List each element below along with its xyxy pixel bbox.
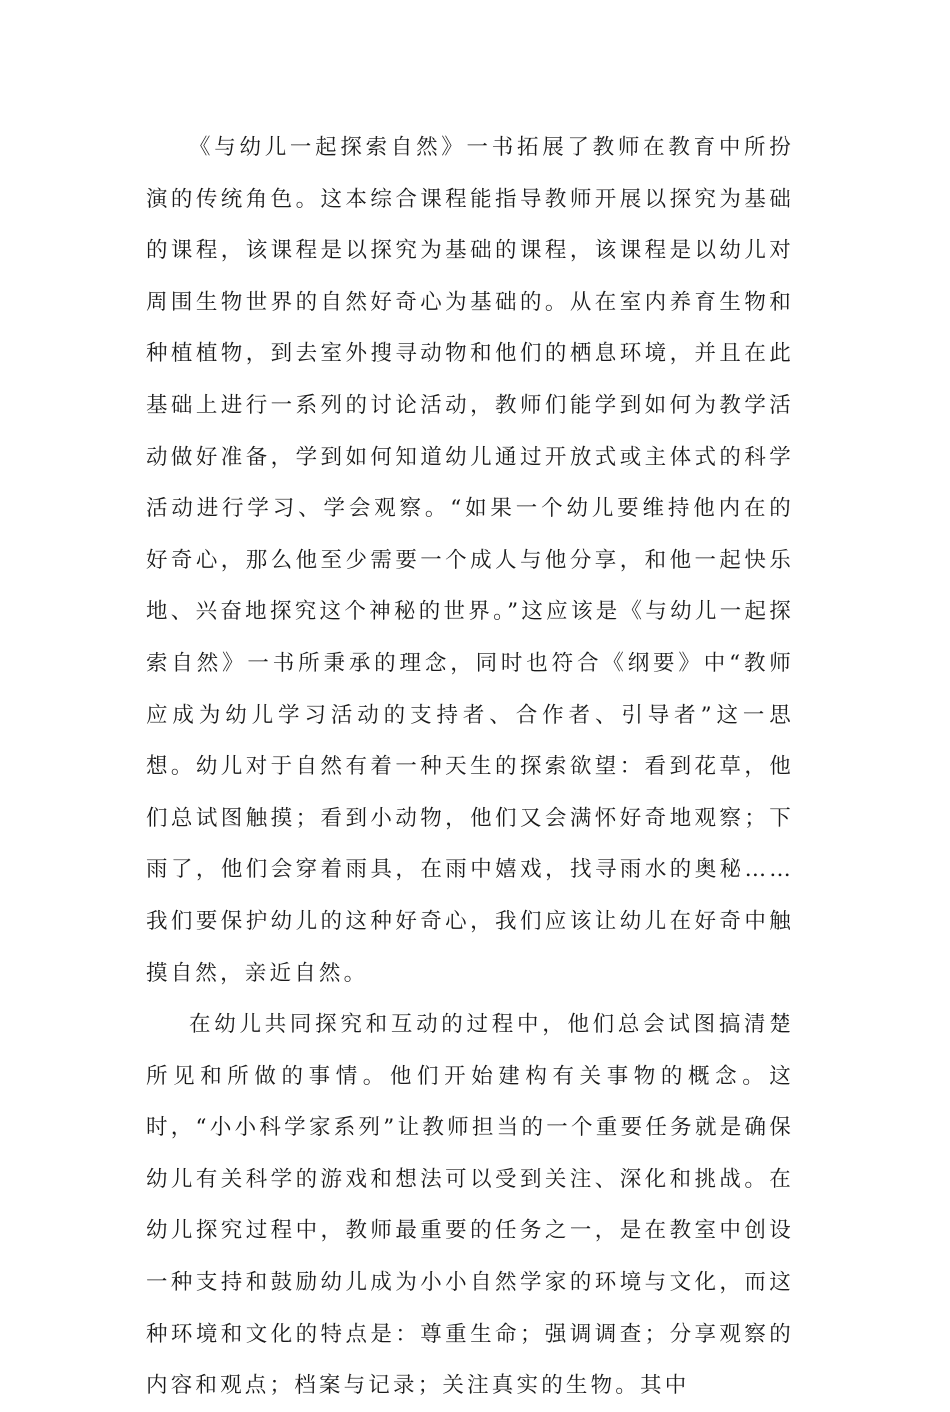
- body-text: [146, 122, 794, 1412]
- paragraph-2: 在幼儿共同探究和互动的过程中，他们总会试图搞清楚所见和所做的事情。他们开始建构有关事物的概念。这时，“小小科学家系列”让教师担当的一个重要任务就是确保幼儿有关科学的游戏和想法可以受到关注、深化和挑战。在幼儿探究过程中，教师最重要的任务之一，是在教室中创设一种支持和鼓励幼儿成为小小自然学家的环境与文化，而这种环境和文化的特点是：尊重生命；强调调查；分享观察的内容和观点；档案与记录；关注真实的生物。其中: [146, 1012, 794, 1399]
- paragraph-1: 《与幼儿一起探索自然》一书拓展了教师在教育中所扮演的传统角色。这本综合课程能指导教师开展以探究为基础的课程，该课程是以探究为基础的课程，该课程是以幼儿对周围生物世界的自然好奇心为基础的。从在室内养育生物和种植植物，到去室外搜寻动物和他们的栖息环境，并且在此基础上进行一系列的讨论活动，教师们能学到如何为教学活动做好准备，学到如何知道幼儿通过开放式或主体式的科学活动进行学习、学会观察。“如果一个幼儿要维持他内在的好奇心，那么他至少需要一个成人与他分享，和他一起快乐地、兴奋地探究这个神秘的世界。”这应该是《与幼儿一起探索自然》一书所秉承的理念，同时也符合《纲要》中“教师应成为幼儿学习活动的支持者、合作者、引导者”这一思想。幼儿对于自然有着一种天生的探索欲望：看到花草，他们总试图触摸；看到小动物，他们又会满怀好奇地观察；下雨了，他们会穿着雨具，在雨中嬉戏，找寻雨水的奥秘……我们要保护幼儿的这种好奇心，我们应该让幼儿在好奇中触摸自然，亲近自然。: [146, 135, 794, 986]
